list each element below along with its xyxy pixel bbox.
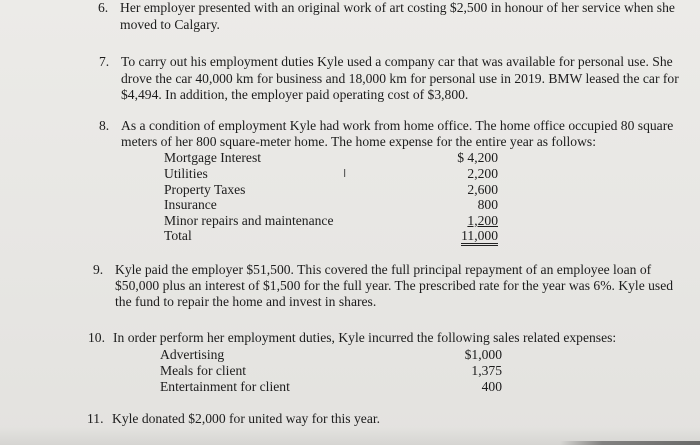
expense-label: Utilities xyxy=(164,166,208,181)
expense-label: Minor repairs and maintenance xyxy=(164,213,334,228)
item-number: 7. xyxy=(99,54,110,69)
expense-label: Meals for client xyxy=(160,363,247,378)
total-value: 11,000 xyxy=(461,228,498,246)
item-line: Kyle paid the employer $51,500. This covered the full principal repayment of an employee loan of xyxy=(115,262,652,277)
item-line: meters of her 800 square-meter home. The home expense for the entire year as follows: xyxy=(121,134,596,149)
expense-amount: 400 xyxy=(481,379,502,394)
expense-amount: $1,000 xyxy=(464,347,502,362)
item-number: 9. xyxy=(93,262,104,277)
item-line: In order perform her employment duties, Kyle incurred the following sales related expenses: xyxy=(113,330,617,345)
expense-label: Advertising xyxy=(160,347,225,362)
expense-amount: $ 4,200 xyxy=(457,150,498,165)
item-number: 8. xyxy=(99,118,110,133)
item-line: To carry out his employment duties Kyle used a company car that was available for personal use. She xyxy=(121,54,673,69)
expense-amount: 2,200 xyxy=(467,166,498,181)
item-number: 10. xyxy=(88,330,105,345)
item-line: As a condition of employment Kyle had work from home office. The home office occupied 80 square xyxy=(121,118,674,133)
item-line: moved to Calgary. xyxy=(120,17,220,32)
expense-label: Property Taxes xyxy=(164,182,246,197)
item-line: $4,494. In addition, the employer paid operating cost of $3,800. xyxy=(121,87,469,102)
expense-amount: 1,375 xyxy=(471,363,502,378)
item-line: the fund to repair the home and invest in shares. xyxy=(115,294,377,309)
expense-label: Entertainment for client xyxy=(160,379,290,394)
expense-total-label: Total xyxy=(164,228,192,243)
expense-amount: 800 xyxy=(477,197,498,212)
expense-label: Insurance xyxy=(164,197,217,212)
page-edge-shadow xyxy=(560,441,700,445)
item-number: 11. xyxy=(87,411,104,426)
item-line: Her employer presented with an original work of art costing $2,500 in honour of her service when she xyxy=(120,0,675,15)
expense-total-amount xyxy=(428,228,498,244)
item-line: Kyle donated $2,000 for united way for this year. xyxy=(112,411,381,426)
item-line: drove the car 40,000 km for business and 18,000 km for personal use in 2019. BMW leased the car for xyxy=(121,71,679,86)
expense-amount: 2,600 xyxy=(467,182,498,197)
text-cursor-icon: I xyxy=(343,167,347,180)
item-number: 6. xyxy=(98,0,109,15)
expense-label: Mortgage Interest xyxy=(164,150,262,165)
expense-amount: 1,200 xyxy=(467,213,498,228)
item-line: $50,000 plus an interest of $1,500 for the full year. The prescribed rate for the year was 6%. Kyle used xyxy=(115,278,674,293)
